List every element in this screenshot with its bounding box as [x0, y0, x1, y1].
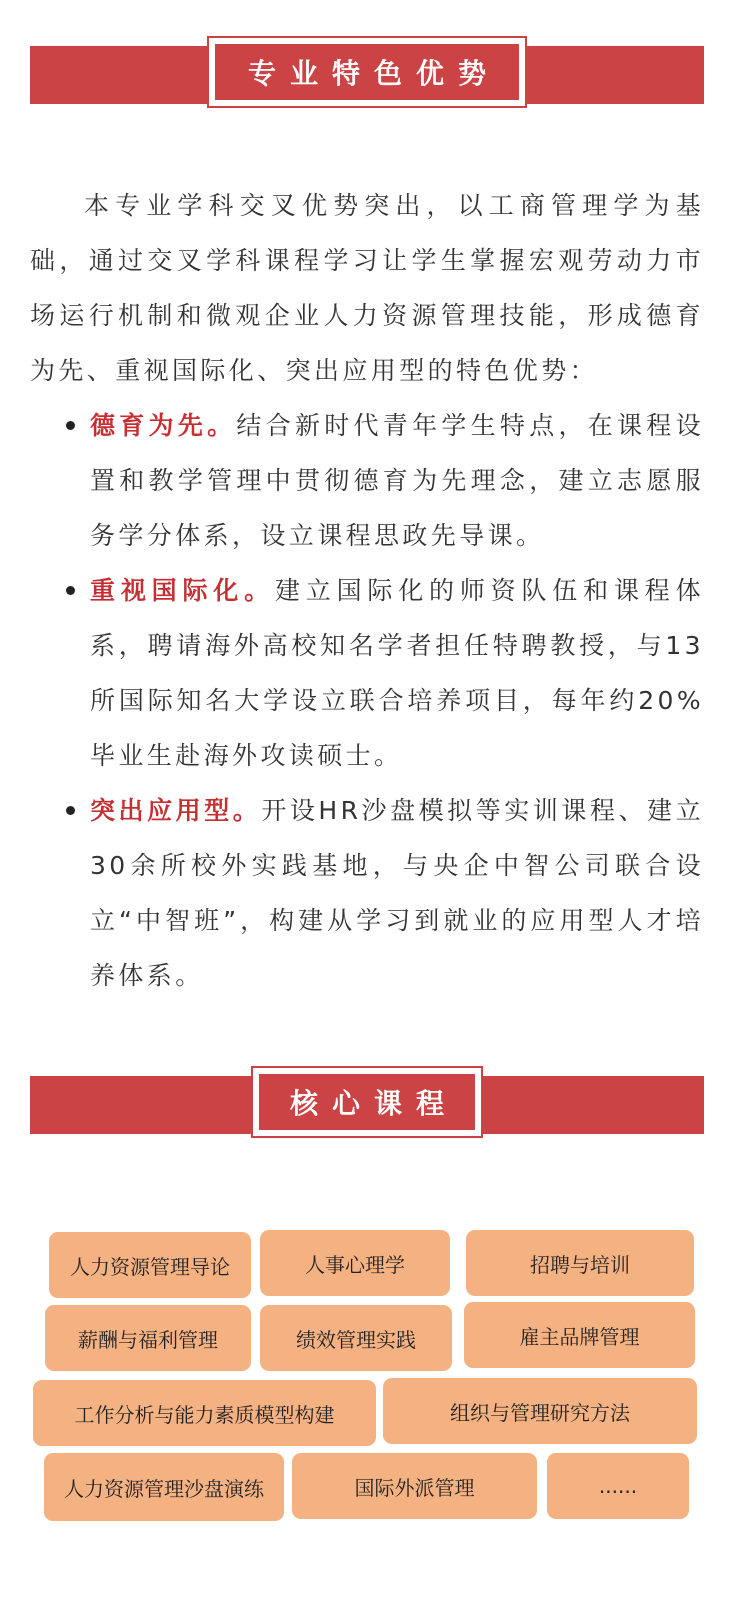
- courses-section-title: 核心课程: [259, 1074, 475, 1130]
- courses-section-header: [30, 1076, 704, 1134]
- bullet-icon: [66, 421, 75, 430]
- course-pill: 招聘与培训: [466, 1230, 694, 1296]
- feature-title: 突出应用型。: [90, 796, 262, 825]
- feature-text: 建立国际化的师资队伍和课程体系，聘请海外高校知名学者担任特聘教授，与13所国际知名大学设立联合培养项目，每年约20%毕业生赴海外攻读硕士。: [90, 576, 704, 770]
- features-title-frame: [207, 36, 527, 108]
- feature-title: 重视国际化。: [90, 576, 275, 605]
- course-pill: 绩效管理实践: [260, 1305, 452, 1371]
- course-pill: 人力资源管理导论: [49, 1232, 251, 1298]
- bullet-icon: [66, 806, 75, 815]
- features-section-title: 专业特色优势: [215, 44, 519, 100]
- feature-item-international: [90, 563, 704, 783]
- courses-title-frame: [251, 1066, 483, 1138]
- features-section-header: [30, 46, 704, 104]
- feature-text: 开设HR沙盘模拟等实训课程、建立30余所校外实践基地，与央企中智公司联合设立“中智班”，构建从学习到就业的应用型人才培养体系。: [90, 796, 704, 990]
- course-pill: 组织与管理研究方法: [383, 1378, 697, 1444]
- course-pill: 工作分析与能力素质模型构建: [33, 1380, 376, 1446]
- feature-text: 结合新时代青年学生特点，在课程设置和教学管理中贯彻德育为先理念，建立志愿服务学分体系，设立课程思政先导课。: [90, 411, 704, 550]
- feature-item-moral: [90, 398, 704, 563]
- course-pill: 国际外派管理: [292, 1453, 537, 1519]
- course-pill: 雇主品牌管理: [464, 1302, 695, 1368]
- intro-paragraph: 本专业学科交叉优势突出，以工商管理学为基础，通过交叉学科课程学习让学生掌握宏观劳动力市场运行机制和微观企业人力资源管理技能，形成德育为先、重视国际化、突出应用型的特色优势：: [30, 191, 704, 385]
- course-pill: 人力资源管理沙盘演练: [44, 1453, 284, 1521]
- course-pill: 人事心理学: [260, 1230, 450, 1296]
- course-pill: 薪酬与福利管理: [45, 1305, 251, 1371]
- course-pill-more: ......: [547, 1453, 689, 1519]
- feature-title: 德育为先。: [90, 411, 237, 440]
- bullet-icon: [66, 586, 75, 595]
- feature-item-applied: [90, 783, 704, 1003]
- feature-list: [90, 398, 704, 1003]
